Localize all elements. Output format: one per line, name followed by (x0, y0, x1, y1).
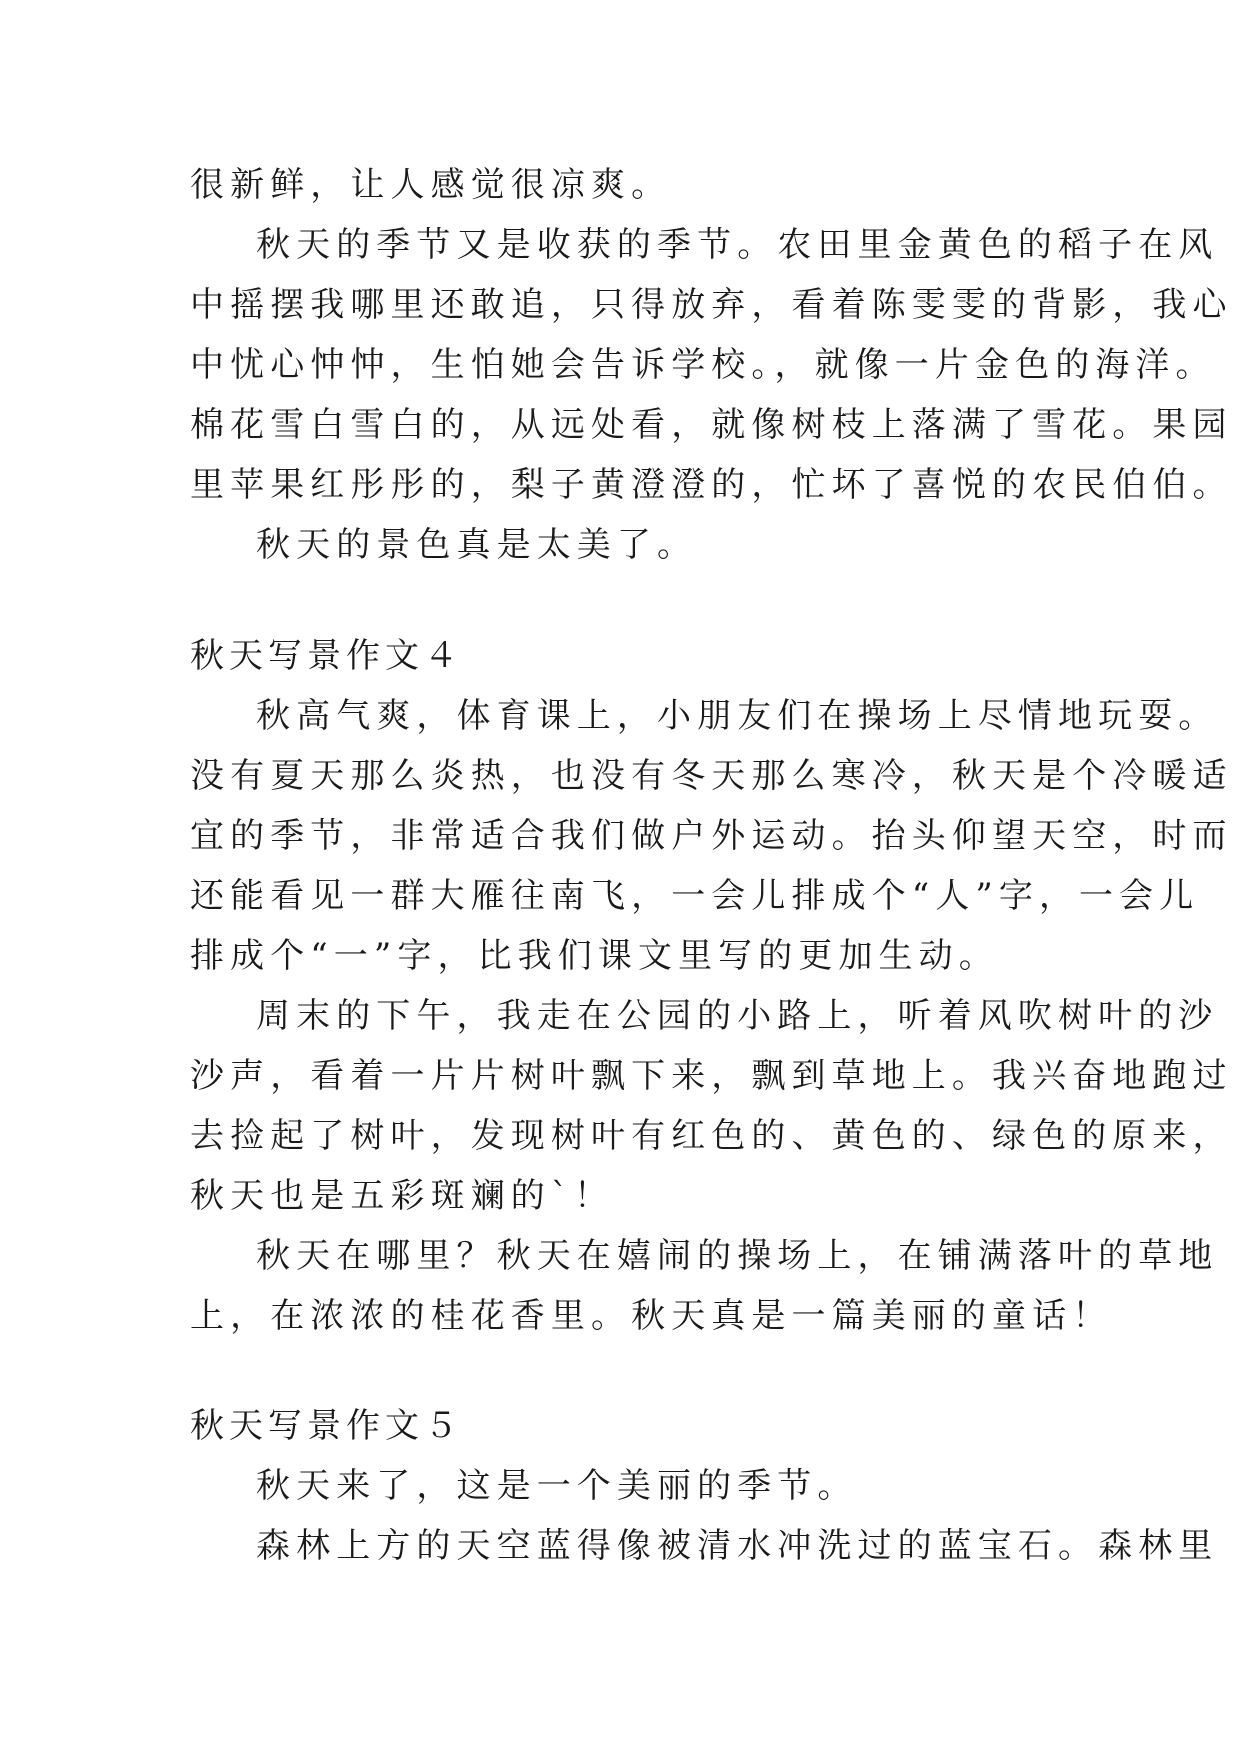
essay4-para1-line2: 没有夏天那么炎热，也没有冬天那么寒冷，秋天是个冷暖适 (190, 756, 1233, 796)
essay4-para1-line5: 排成个“一”字，比我们课文里写的更加生动。 (190, 936, 999, 976)
essay4-para2-line2: 沙声，看着一片片树叶飘下来，飘到草地上。我兴奋地跑过 (190, 1056, 1233, 1096)
essay4-heading: 秋天写景作文４ (190, 636, 463, 676)
essay3-para1-line1: 很新鲜，让人感觉很凉爽。 (190, 165, 672, 205)
essay4-para3-line1: 秋天在哪里？秋天在嬉闹的操场上，在铺满落叶的草地 (256, 1236, 1219, 1276)
essay3-para2-line2: 中摇摆我哪里还敢追，只得放弃，看着陈雯雯的背影，我心 (190, 285, 1233, 325)
essay4-para2-line3: 去捡起了树叶，发现树叶有红色的、黄色的、绿色的原来， (190, 1116, 1233, 1156)
essay3-para2-line4: 棉花雪白雪白的，从远处看，就像树枝上落满了雪花。果园 (190, 405, 1233, 445)
essay3-para2-line3: 中忧心忡忡，生怕她会告诉学校。，就像一片金色的海洋。 (190, 345, 1216, 385)
essay4-para2-line1: 周末的下午，我走在公园的小路上，听着风吹树叶的沙 (256, 996, 1219, 1036)
essay4-para2-line4: 秋天也是五彩斑斓的`！ (190, 1176, 615, 1216)
essay3-para2-line1: 秋天的季节又是收获的季节。农田里金黄色的稻子在风 (256, 225, 1219, 265)
essay3-para2-line5: 里苹果红彤彤的，梨子黄澄澄的，忙坏了喜悦的农民伯伯。 (190, 465, 1233, 505)
essay4-para1-line1: 秋高气爽，体育课上，小朋友们在操场上尽情地玩耍。 (256, 696, 1219, 736)
essay5-para1-line1: 秋天来了，这是一个美丽的季节。 (256, 1466, 858, 1506)
essay5-heading: 秋天写景作文５ (190, 1406, 463, 1446)
essay3-para3-line1: 秋天的景色真是太美了。 (256, 525, 698, 565)
essay4-para1-line3: 宜的季节，非常适合我们做户外运动。抬头仰望天空，时而 (190, 816, 1233, 856)
essay5-para2-line1: 森林上方的天空蓝得像被清水冲洗过的蓝宝石。森林里 (256, 1526, 1219, 1566)
essay4-para1-line4: 还能看见一群大雁往南飞，一会儿排成个“人”字，一会儿 (190, 876, 1200, 916)
essay4-para3-line2: 上，在浓浓的桂花香里。秋天真是一篇美丽的童话！ (190, 1296, 1113, 1336)
